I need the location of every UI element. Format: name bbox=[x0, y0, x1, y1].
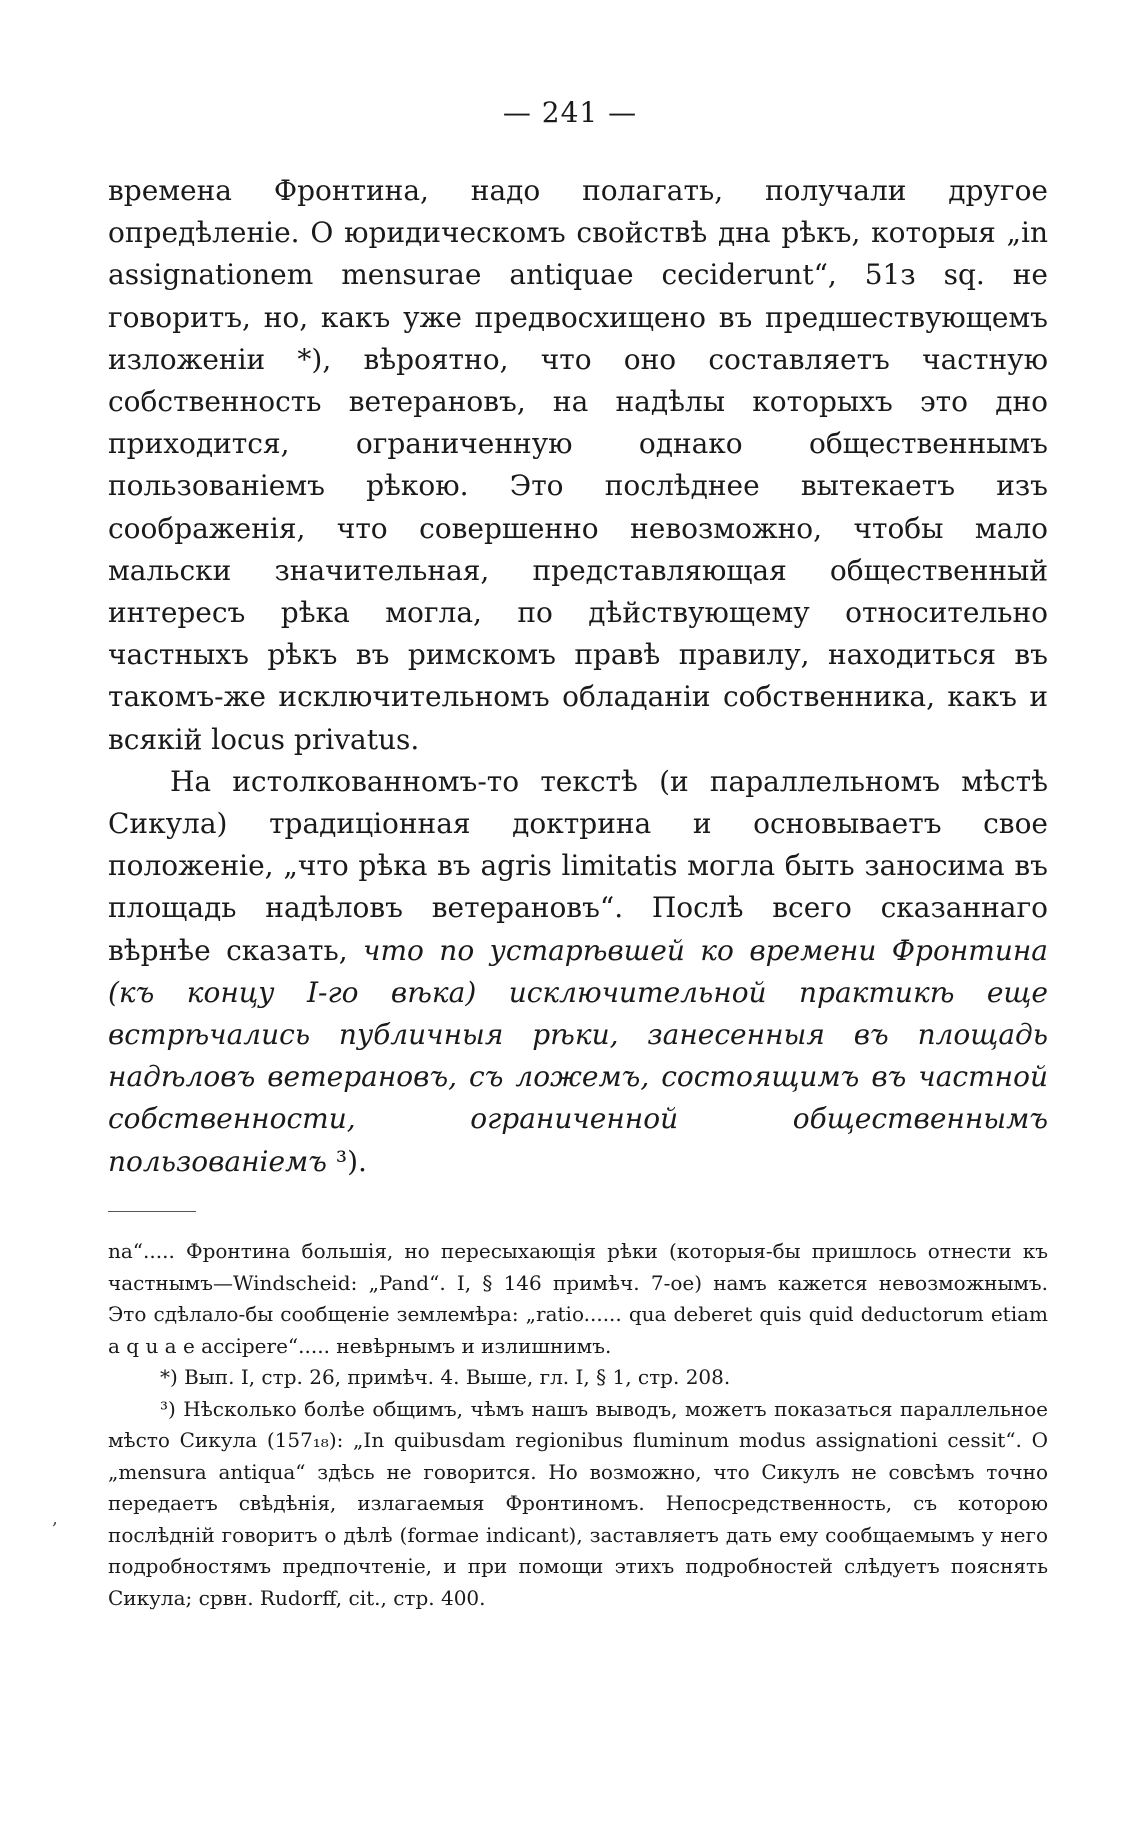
page-number: — 241 — bbox=[502, 96, 638, 129]
footnotes-block bbox=[108, 1236, 1048, 1614]
margin-mark: ‚ bbox=[52, 1508, 58, 1529]
footnote-divider bbox=[108, 1211, 196, 1212]
main-text-block bbox=[108, 170, 1048, 1183]
footnote-star: *) Вып. I, стр. 26, примѣч. 4. Выше, гл. I, § 1, стр. 208. bbox=[160, 1365, 731, 1389]
footnote-3: ³) Нѣсколько болѣе общимъ, чѣмъ нашъ выводъ, можетъ показаться параллельное мѣсто Сикула (157₁₈): „In quibusdam regionibus fluminum modus assignationi cessit“. О „mensura antiqua“ здѣсь не говорится. Но возможно, что Сикулъ не совсѣмъ точно передаетъ свѣдѣнія, излагаемыя Фронтиномъ. Непосредственность, съ которою послѣдній говоритъ о дѣлѣ (formae indicant), заставляетъ дать ему сообщаемымъ у него подробностямъ предпочтеніе, и при помощи этихъ подробностей слѣдуетъ пояснять Сикула; срвн. Rudorff, cit., стр. 400. bbox=[108, 1396, 1048, 1610]
footnote-3-reference: ³). bbox=[326, 1144, 367, 1178]
paragraph-2-plain: На истолкованномъ-то текстѣ (и параллельномъ мѣстѣ Сикула) традиціонная доктрина и основываетъ свое положеніе, „что рѣка въ agris limitatis могла быть заносима въ площадь надѣловъ ветерановъ“. Послѣ всего сказаннаго вѣрнѣе сказать, bbox=[108, 764, 1048, 967]
footnote-continuation: na“..... Фронтина большія, но пересыхающія рѣки (которыя-бы пришлось отнести къ частнымъ—Windscheid: „Pand“. I, § 146 примѣч. 7-ое) намъ кажется невозможнымъ. Это сдѣлало-бы сообщеніе землемѣра: „ratio...... qua deberet quis quid deductorum etiam a q u a e accipere“..... невѣрнымъ и излишнимъ. bbox=[108, 1239, 1048, 1358]
paragraph-2-italic-conclusion: что по устарѣвшей ко времени Фронтина (къ концу I-го вѣка) исключительной практикѣ еще встрѣчались публичныя рѣки, занесенныя въ площадь надѣловъ ветерановъ, съ ложемъ, состоящимъ въ частной собственности, ограниченной общественнымъ пользованіемъ bbox=[108, 933, 1048, 1178]
paragraph-1: времена Фронтина, надо полагать, получали другое опредѣленіе. О юридическомъ свойствѣ дна рѣкъ, которыя „in assignationem mensurae antiquae ceciderunt“, 51з sq. не говоритъ, но, какъ уже предвосхищено въ предшествующемъ изложеніи *), вѣроятно, что оно составляетъ частную собственность ветерановъ, на надѣлы которыхъ это дно приходится, ограниченную однако общественнымъ пользованіемъ рѣкою. Это послѣднее вытекаетъ изъ соображенія, что совершенно невозможно, чтобы мало мальски значительная, представляющая общественный интересъ рѣка могла, по дѣйствующему относительно частныхъ рѣкъ въ римскомъ правѣ правилу, находиться въ такомъ-же исключительномъ обладаніи собственника, какъ и всякій locus privatus. bbox=[108, 174, 1048, 756]
paragraph-2 bbox=[108, 761, 1048, 1183]
